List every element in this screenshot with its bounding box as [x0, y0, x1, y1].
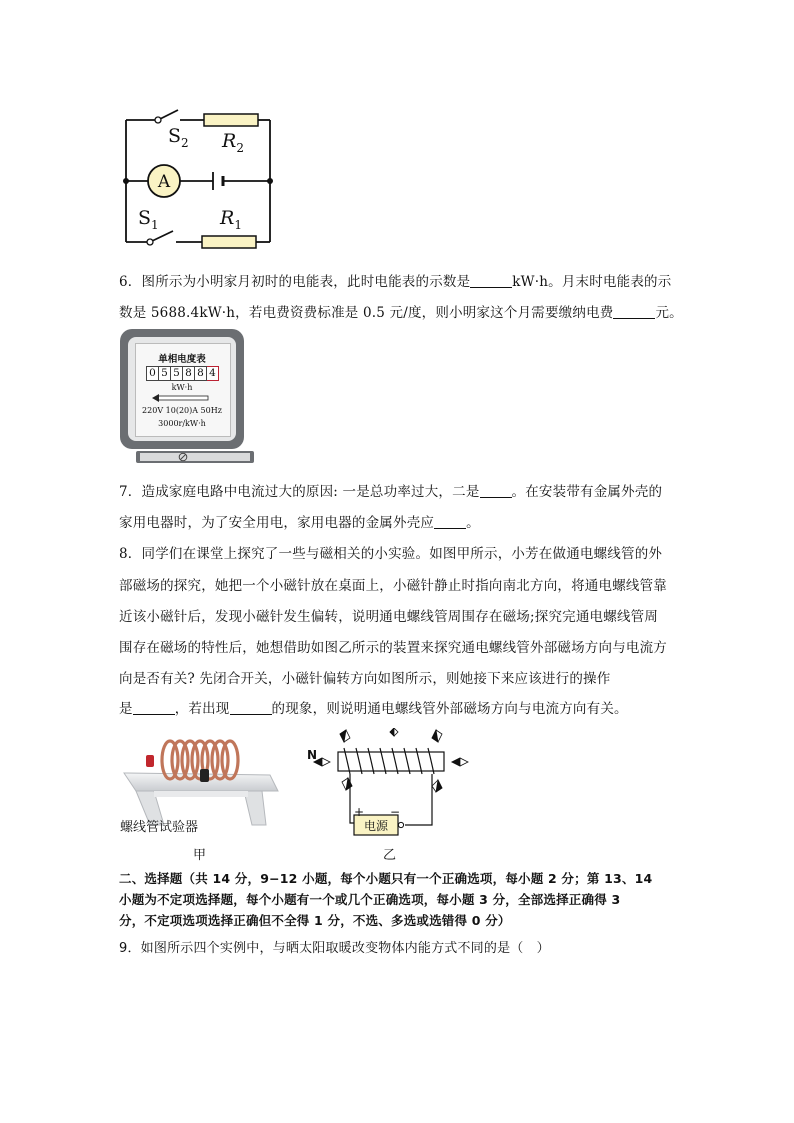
- q8-line6: 是 ，若出现 的现象，则说明通电螺线管外部磁场方向与电流方向有关。: [119, 701, 628, 717]
- q7-line1: 7．造成家庭电路中电流过大的原因: 一是总功率过大，二是 。在安装带有金属外壳的: [119, 484, 663, 500]
- q6-blank-1[interactable]: [470, 274, 512, 289]
- q8-line1: 8．同学们在课堂上探究了一些与磁相关的小实验。如图甲所示，小芳在做通电螺线管的外: [119, 546, 663, 562]
- q8-blank-1[interactable]: [133, 701, 175, 716]
- section2-line2: 小题为不定项选择题，每个小题有一个或几个正确选项，每小题 3 分，全部选择正确得 3: [119, 892, 621, 907]
- q8-line4: 围存在磁场的特性后，她想借助如图乙所示的装置来探究通电螺线管外部磁场方向与电流方: [119, 640, 667, 656]
- ammeter-label: A: [157, 172, 171, 192]
- fig-yi-plus-label: +: [354, 805, 365, 819]
- fig-yi-power-label: 电源: [363, 819, 388, 833]
- q8-line5: 向是否有关? 先闭合开关，小磁针偏转方向如图所示，则她接下来应该进行的操作: [119, 671, 611, 687]
- section2-line1: 二、选择题（共 14 分，9−12 小题，每个小题只有一个正确选项，每小题 2 分；第 13、14: [119, 871, 653, 886]
- fig-jia-label: 甲: [193, 848, 207, 863]
- s1-label: $S_1$: [138, 207, 159, 232]
- meter-digit-decimal: 4: [207, 366, 219, 381]
- meter-spec-1: 220V 10(20)A 50Hz: [142, 406, 222, 415]
- meter-spec-2: 3000r/kW·h: [158, 419, 206, 428]
- fig-yi-minus-label: −: [390, 805, 401, 819]
- q8-line3: 近该小磁针后，发现小磁针发生偏转，说明通电螺线管周围存在磁场;探究完通电螺线管周: [119, 609, 659, 625]
- q7-blank-2[interactable]: [434, 515, 466, 530]
- meter-digit: 0: [146, 366, 159, 381]
- r2-label: $R_2$: [222, 130, 244, 155]
- meter-screw-icon: [178, 452, 188, 462]
- r1-label: $R_1$: [220, 207, 242, 232]
- meter-digits: [146, 366, 219, 381]
- meter-digit: 5: [171, 366, 183, 381]
- q6-line1: 6．图所示为小明家月初时的电能表，此时电能表的示数是 kW·h。月末时电能表的示: [119, 274, 672, 290]
- meter-base-inner: [140, 453, 250, 461]
- fig-jia-caption: 螺线管试验器: [120, 820, 199, 835]
- solenoid-tester-image: [120, 733, 280, 828]
- meter-digit: 5: [159, 366, 171, 381]
- q9-text: 9．如图所示四个实例中，与晒太阳取暖改变物体内能方式不同的是（ ）: [119, 941, 550, 956]
- q7-blank-1[interactable]: [480, 484, 512, 499]
- meter-digit: 8: [183, 366, 195, 381]
- fig-yi-label: 乙: [383, 848, 397, 863]
- meter-digit: 8: [195, 366, 207, 381]
- q6-blank-2[interactable]: [613, 305, 655, 320]
- q7-line2: 家用电器时，为了安全用电，家用电器的金属外壳应 。: [119, 515, 480, 531]
- q6-line2: 数是 5688.4kW·h，若电费资费标准是 0.5 元/度，则小明家这个月需要缴纳电费 元。: [119, 305, 683, 321]
- meter-disc-arrow-icon: [152, 394, 214, 402]
- meter-title: 单相电度表: [158, 354, 206, 365]
- q8-blank-2[interactable]: [230, 701, 272, 716]
- meter-unit: kW·h: [171, 383, 193, 392]
- q8-line2: 部磁场的探究，她把一个小磁针放在桌面上，小磁针静止时指向南北方向，将通电螺线管靠: [119, 578, 667, 594]
- section2-line3: 分，不定项选项选择正确但不全得 1 分，不选、多选或选错得 0 分）: [119, 913, 511, 928]
- s2-label: $S_2$: [168, 125, 189, 150]
- fig-yi-north-label: N: [307, 748, 318, 762]
